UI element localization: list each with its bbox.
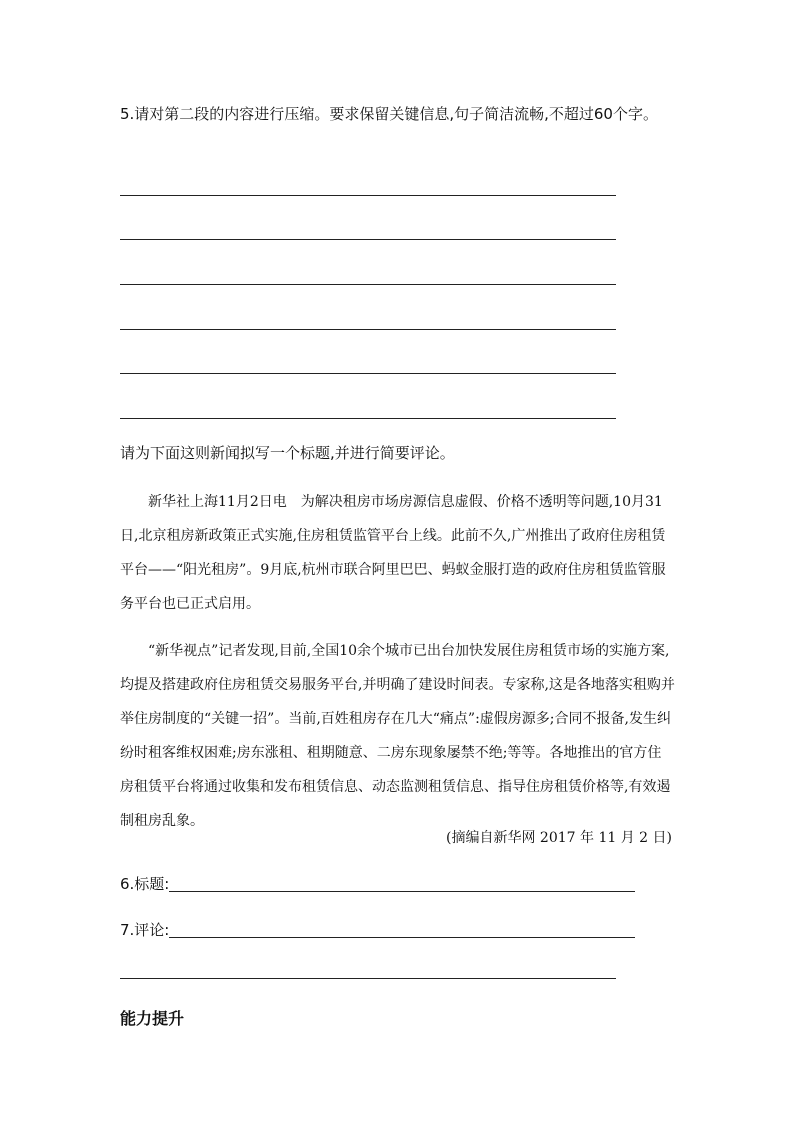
comment-answer-line-2[interactable] — [120, 978, 616, 979]
answer-line-5[interactable] — [120, 373, 616, 374]
question-6-title-field — [120, 872, 635, 896]
answer-line-1[interactable] — [120, 195, 616, 196]
question-5-prompt: 5.请对第二段的内容进行压缩。要求保留关键信息,句子简洁流畅,不超过60个字。 — [120, 105, 658, 123]
section-heading: 能力提升 — [120, 1009, 185, 1028]
answer-line-4[interactable] — [120, 329, 616, 330]
question-6-label: 6.标题: — [120, 875, 170, 893]
comment-answer-line[interactable] — [169, 937, 635, 938]
answer-line-6[interactable] — [120, 418, 616, 419]
article-source: (摘编自新华网 2017 年 11 月 2 日) — [446, 830, 672, 846]
news-article — [120, 485, 675, 838]
article-paragraph-2: “新华视点”记者发现,目前,全国10余个城市已出台加快发展住房租赁市场的实施方案,均提及搭建政府住房租赁交易服务平台,并明确了建设时间表。专家称,这是各地落实租购并举住房制度的“关键一招”。当前,百姓租房存在几大“痛点”:虚假房源多;合同不报备,发生纠纷时租客维权困难;房东涨租、租期随意、二房东现象屡禁不绝;等等。各地推出的官方住房租赁平台将通过收集和发布租赁信息、动态监测租赁信息、指导住房租赁价格等,有效遏制租房乱象。 — [120, 643, 675, 829]
question-7-comment-field — [120, 918, 635, 942]
news-task-instruction: 请为下面这则新闻拟写一个标题,并进行简要评论。 — [120, 444, 455, 462]
answer-line-3[interactable] — [120, 284, 616, 285]
article-paragraph-1: 新华社上海11月2日电 为解决租房市场房源信息虚假、价格不透明等问题,10月31日,北京租房新政策正式实施,住房租赁监管平台上线。此前不久,广州推出了政府住房租赁平台——“阳光租房”。9月底,杭州市联合阿里巴巴、蚂蚁金服打造的政府住房租赁监管服务平台也已正式启用。 — [120, 494, 666, 612]
answer-line-2[interactable] — [120, 239, 616, 240]
question-7-label: 7.评论: — [120, 921, 170, 939]
title-answer-line[interactable] — [169, 891, 635, 892]
